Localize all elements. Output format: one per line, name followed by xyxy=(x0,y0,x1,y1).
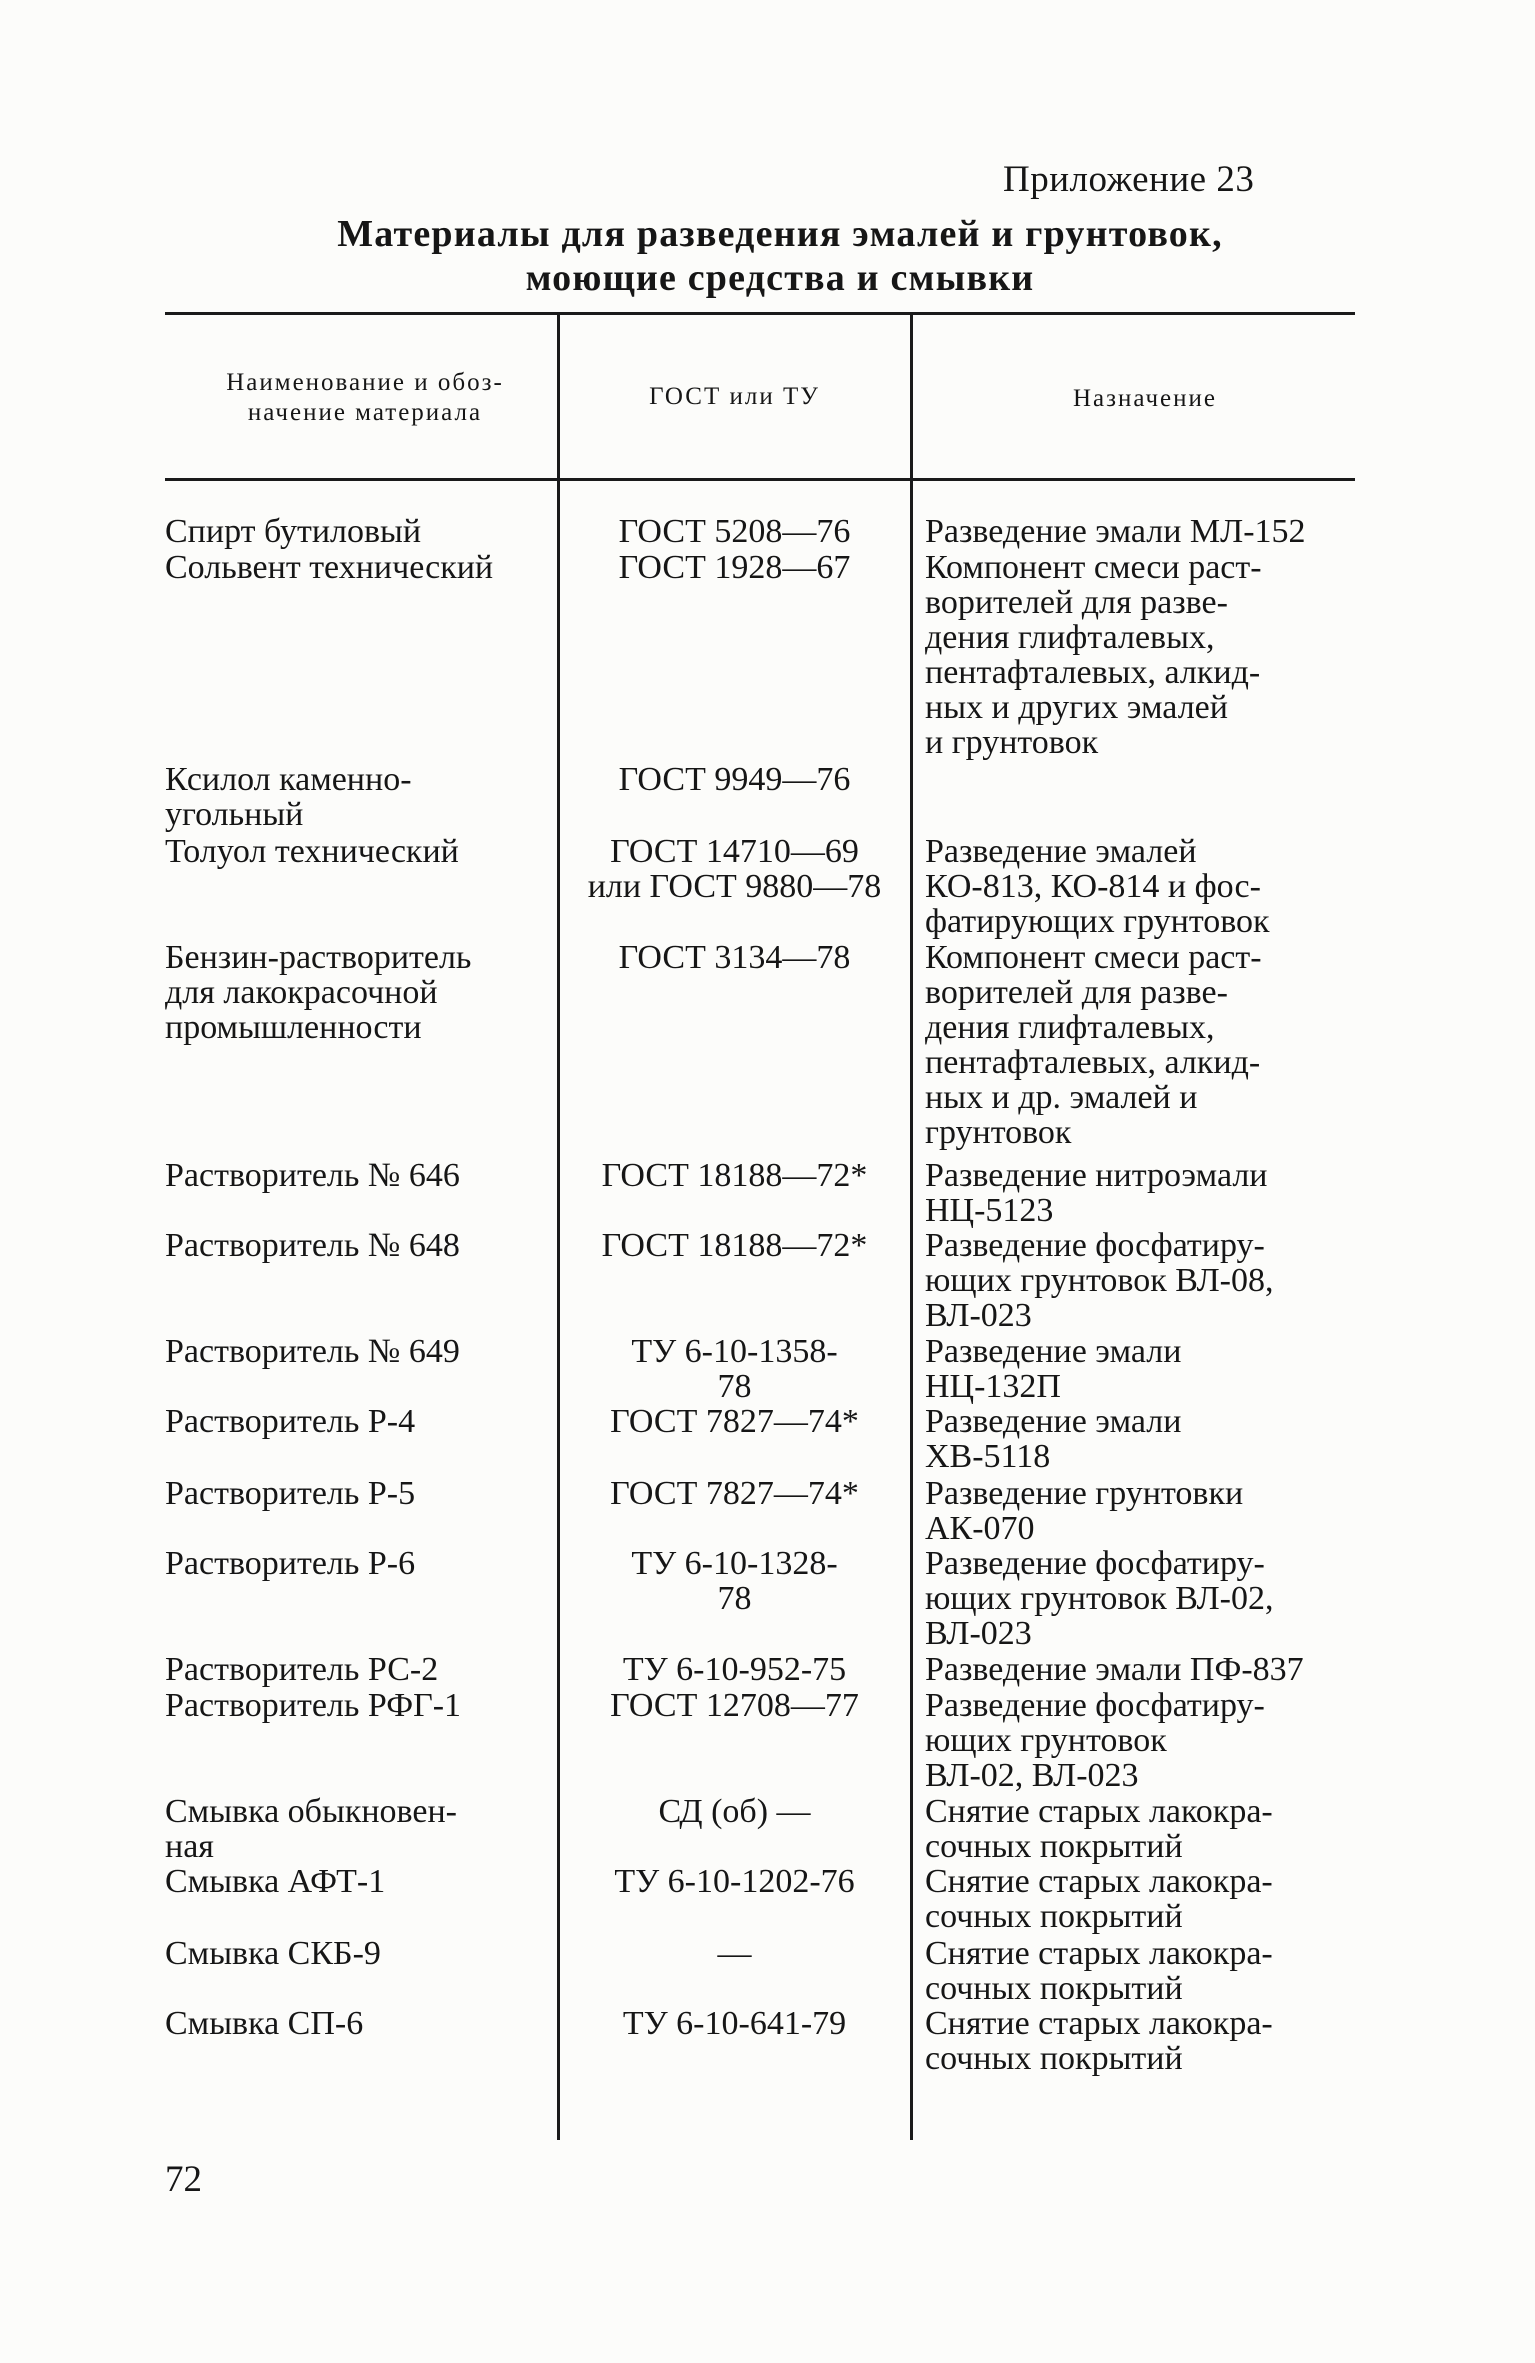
gost-cell: СД (об) — xyxy=(658,1793,811,1830)
name-cell: Смывка АФТ-1 xyxy=(165,1863,386,1900)
gost-cell: ГОСТ 5208—76 xyxy=(618,513,851,550)
purpose-cell: Разведение эмали ПФ-837 xyxy=(925,1651,1304,1688)
column-divider-1 xyxy=(557,312,560,2140)
name-cell: Толуол технический xyxy=(165,833,459,870)
name-cell: Смывка СКБ-9 xyxy=(165,1935,381,1972)
gost-cell: ГОСТ 12708—77 xyxy=(610,1687,859,1724)
gost-cell: ГОСТ 18188—72* xyxy=(601,1157,868,1194)
name-cell: Растворитель РС-2 xyxy=(165,1651,439,1688)
gost-cell: ГОСТ 7827—74* xyxy=(610,1403,859,1440)
gost-cell: ГОСТ 1928—67 xyxy=(618,549,851,586)
purpose-cell: Разведение фосфатиру- ющих грунтовок ВЛ-02, ВЛ-023 xyxy=(925,1545,1274,1652)
purpose-cell: Разведение фосфатиру- ющих грунтовок ВЛ-02, ВЛ-023 xyxy=(925,1687,1265,1794)
gost-cell: ТУ 6-10-1328- 78 xyxy=(631,1545,838,1617)
purpose-cell: Разведение нитроэмали НЦ-5123 xyxy=(925,1157,1268,1229)
name-cell: Растворитель № 648 xyxy=(165,1227,460,1264)
purpose-cell: Снятие старых лакокра- сочных покрытий xyxy=(925,1935,1273,2007)
gost-cell: ГОСТ 9949—76 xyxy=(618,761,851,798)
name-cell: Растворитель Р-4 xyxy=(165,1403,416,1440)
header-purpose: Назначение xyxy=(1072,385,1218,412)
purpose-cell: Разведение грунтовки АК-070 xyxy=(925,1475,1244,1547)
gost-cell: ТУ 6-10-1358- 78 xyxy=(631,1333,838,1405)
gost-cell: ГОСТ 7827—74* xyxy=(610,1475,859,1512)
purpose-cell: Разведение фосфатиру- ющих грунтовок ВЛ-08, ВЛ-023 xyxy=(925,1227,1274,1334)
name-cell: Смывка СП-6 xyxy=(165,2005,364,2042)
title-line-2: моющие средства и смывки xyxy=(525,257,1035,299)
name-cell: Растворитель № 649 xyxy=(165,1333,460,1370)
appendix-label: Приложение 23 xyxy=(1003,159,1255,200)
table-top-rule xyxy=(165,312,1355,315)
gost-cell: ТУ 6-10-641-79 xyxy=(622,2005,847,2042)
purpose-cell: Разведение эмали МЛ-152 xyxy=(925,513,1306,550)
header-bottom-rule xyxy=(165,478,1355,481)
header-name: Наименование и обоз- начение материала xyxy=(226,369,504,426)
name-cell: Растворитель Р-6 xyxy=(165,1545,416,1582)
name-cell: Сольвент технический xyxy=(165,549,494,586)
purpose-cell: Разведение эмали ХВ-5118 xyxy=(925,1403,1182,1475)
name-cell: Растворитель Р-5 xyxy=(165,1475,416,1512)
title-line-1: Материалы для разведения эмалей и грунтовок, xyxy=(337,213,1223,255)
gost-cell: ТУ 6-10-952-75 xyxy=(622,1651,847,1688)
purpose-cell: Снятие старых лакокра- сочных покрытий xyxy=(925,1863,1273,1935)
gost-cell: — xyxy=(717,1935,752,1972)
header-gost: ГОСТ или ТУ xyxy=(649,383,820,410)
name-cell: Ксилол каменно- угольный xyxy=(165,761,412,833)
name-cell: Спирт бутиловый xyxy=(165,513,422,550)
purpose-cell: Разведение эмали НЦ-132П xyxy=(925,1333,1182,1405)
purpose-cell: Снятие старых лакокра- сочных покрытий xyxy=(925,1793,1273,1865)
column-divider-2 xyxy=(910,312,913,2140)
name-cell: Растворитель РФГ-1 xyxy=(165,1687,462,1724)
purpose-cell: Компонент смеси раст- ворителей для разве- дения глифталевых, пентафталевых, алкид- ных и других эмалей и грунтовок xyxy=(925,549,1262,761)
purpose-cell: Снятие старых лакокра- сочных покрытий xyxy=(925,2005,1273,2077)
gost-cell: ГОСТ 18188—72* xyxy=(601,1227,868,1264)
name-cell: Бензин-растворитель для лакокрасочной промышленности xyxy=(165,939,472,1046)
purpose-cell: Разведение эмалей КО-813, КО-814 и фос- фатирующих грунтовок xyxy=(925,833,1270,940)
purpose-cell: Компонент смеси раст- ворителей для разве- дения глифталевых, пентафталевых, алкид- ных и др. эмалей и грунтовок xyxy=(925,939,1262,1151)
gost-cell: ГОСТ 3134—78 xyxy=(618,939,851,976)
page-title xyxy=(280,212,1280,300)
name-cell: Растворитель № 646 xyxy=(165,1157,460,1194)
gost-cell: ТУ 6-10-1202-76 xyxy=(614,1863,855,1900)
name-cell: Смывка обыкновен- ная xyxy=(165,1793,458,1865)
gost-cell: ГОСТ 14710—69 или ГОСТ 9880—78 xyxy=(587,833,882,905)
page-number: 72 xyxy=(165,2159,202,2200)
